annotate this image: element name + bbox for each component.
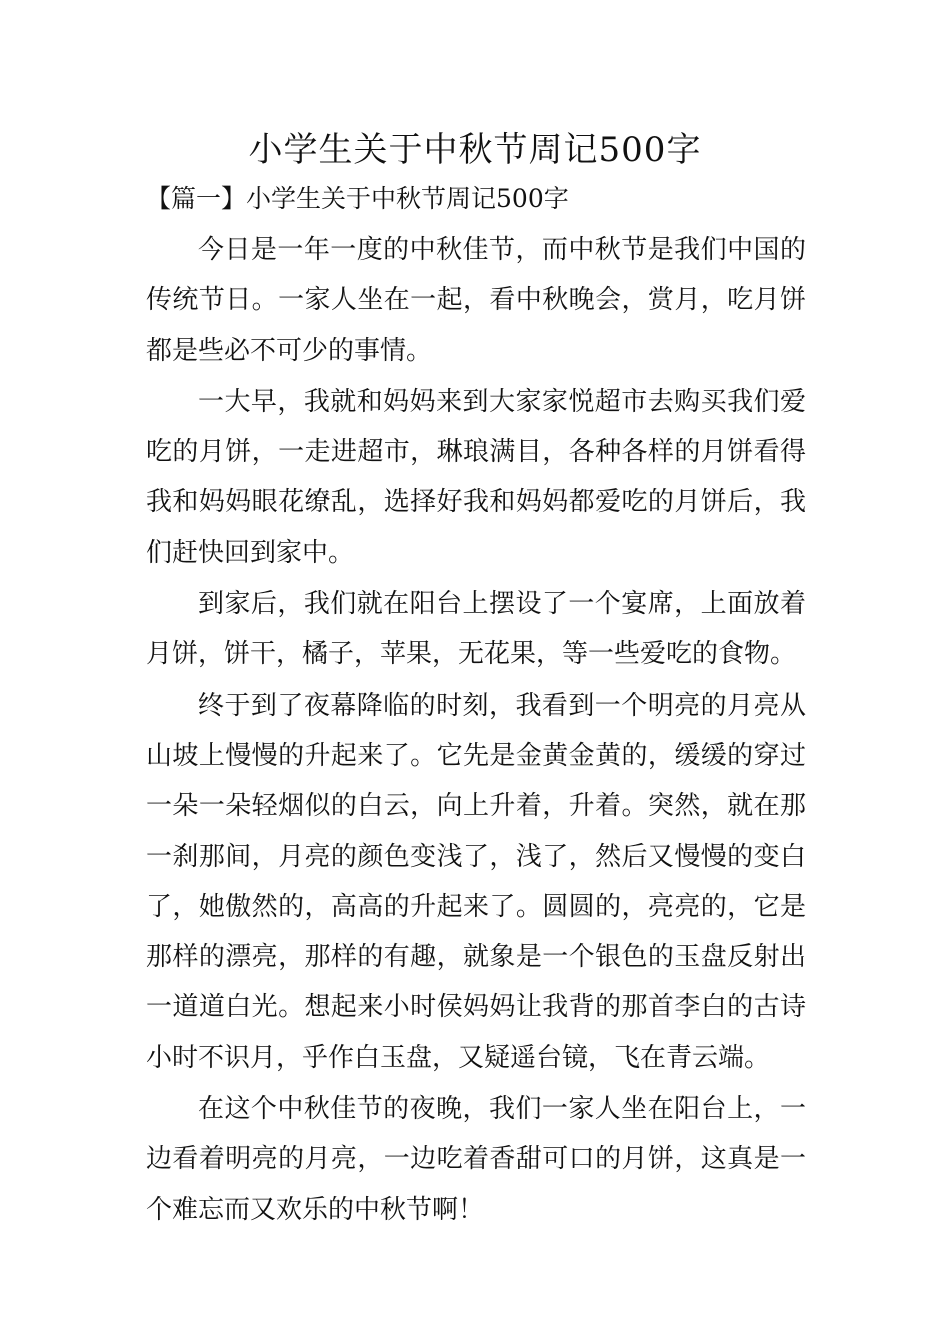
- document-body: [146, 225, 806, 1236]
- paragraph-2: 一大早，我就和妈妈来到大家家悦超市去购买我们爱吃的月饼，一走进超市，琳琅满目，各种各样的月饼看得我和妈妈眼花缭乱，选择好我和妈妈都爱吃的月饼后，我们赶快回到家中。: [146, 386, 806, 568]
- paragraph-1: 今日是一年一度的中秋佳节，而中秋节是我们中国的传统节日。一家人坐在一起，看中秋晚会，赏月，吃月饼都是些必不可少的事情。: [146, 235, 806, 366]
- section-heading: 【篇一】小学生关于中秋节周记500字: [146, 184, 569, 213]
- paragraph-5: 在这个中秋佳节的夜晚，我们一家人坐在阳台上，一边看着明亮的月亮，一边吃着香甜可口的月饼，这真是一个难忘而又欢乐的中秋节啊！: [146, 1094, 806, 1225]
- paragraph-3: 到家后，我们就在阳台上摆设了一个宴席，上面放着月饼，饼干，橘子，苹果，无花果，等一些爱吃的食物。: [146, 589, 806, 670]
- document-title: 小学生关于中秋节周记500字: [248, 130, 702, 170]
- paragraph-4: 终于到了夜幕降临的时刻，我看到一个明亮的月亮从山坡上慢慢的升起来了。它先是金黄金黄的，缓缓的穿过一朵一朵轻烟似的白云，向上升着，升着。突然，就在那一刹那间，月亮的颜色变浅了，浅了，然后又慢慢的变白了，她傲然的，高高的升起来了。圆圆的，亮亮的，它是那样的漂亮，那样的有趣，就象是一个银色的玉盘反射出一道道白光。想起来小时侯妈妈让我背的那首李白的古诗小时不识月，乎作白玉盘，又疑遥台镜，飞在青云端。: [146, 690, 806, 1073]
